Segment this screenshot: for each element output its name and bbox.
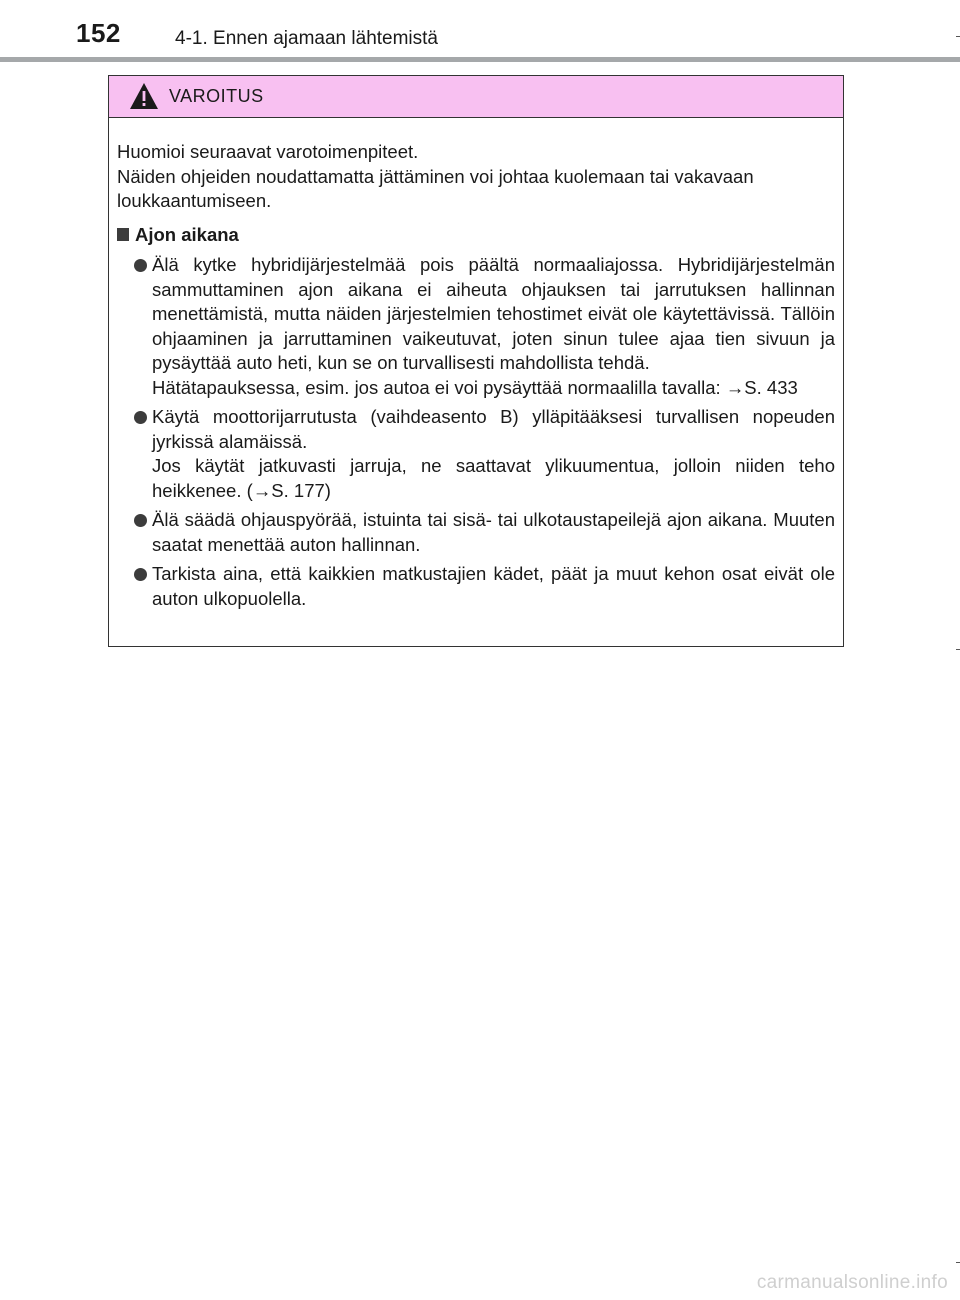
warning-label: VAROITUS (169, 86, 264, 106)
circle-bullet-icon (134, 259, 147, 272)
warning-intro (117, 140, 835, 214)
circle-bullet-icon (134, 411, 147, 424)
item-paragraph: Käytä moottorijarrutusta (vaihdeasento B) ylläpitääksesi turvallisen nopeuden jyrkissä alamäissä. (152, 406, 835, 452)
warning-triangle-icon (129, 82, 159, 110)
intro-line: Näiden ohjeiden noudattamatta jättäminen voi johtaa kuolemaan tai vakavaan loukkaantumiseen. (117, 165, 754, 211)
list-item (117, 562, 835, 611)
intro-line: Huomioi seuraavat varotoimenpiteet. (117, 141, 419, 162)
list-item (117, 253, 835, 400)
subheading (117, 223, 835, 248)
header-rule (0, 57, 960, 62)
item-paragraph: Tarkista aina, että kaikkien matkustajien kädet, päät ja muut kehon osat eivät ole auton ulkopuolella. (152, 563, 835, 609)
item-paragraph: Älä säädä ohjauspyörää, istuinta tai sisä- tai ulkotaustapeilejä ajon aikana. Muuten saatat menettää auton hallinnan. (152, 509, 835, 555)
warning-header (109, 76, 843, 118)
item-paragraph: Jos käytät jatkuvasti jarruja, ne saattavat ylikuumentua, jolloin niiden teho heikkenee. (→S. 177) (152, 455, 835, 501)
subheading-text: Ajon aikana (135, 223, 239, 245)
circle-bullet-icon (134, 514, 147, 527)
circle-bullet-icon (134, 568, 147, 581)
warning-items (117, 253, 835, 611)
item-paragraph: Älä kytke hybridijärjestelmää pois päältä normaaliajossa. Hybridijärjestelmän sammuttaminen ajon aikana ei aiheuta ohjauksen tai jarrutuksen hallinnan menettämistä, mutta näiden järjestelmien tehostimet eivät ole käytettävissä. Tällöin ohjaaminen ja jarruttaminen vaikeutuvat, joten sinun tulee ajaa tien sivuun ja pysäyttää auto heti, kun se on turvallisesti mahdollista tehdä. (152, 254, 835, 373)
warning-box (108, 75, 844, 647)
watermark: carmanualsonline.info (756, 1272, 948, 1293)
warning-body (109, 118, 843, 611)
list-item (117, 508, 835, 557)
page-number: 152 (76, 18, 121, 48)
edge-tick (956, 36, 960, 37)
list-item (117, 405, 835, 503)
square-bullet-icon (117, 228, 129, 241)
edge-tick (956, 649, 960, 650)
section-title: 4-1. Ennen ajamaan lähtemistä (175, 28, 438, 49)
item-paragraph: Hätätapauksessa, esim. jos autoa ei voi pysäyttää normaalilla tavalla: →S. 433 (152, 376, 798, 398)
edge-tick (956, 1262, 960, 1263)
